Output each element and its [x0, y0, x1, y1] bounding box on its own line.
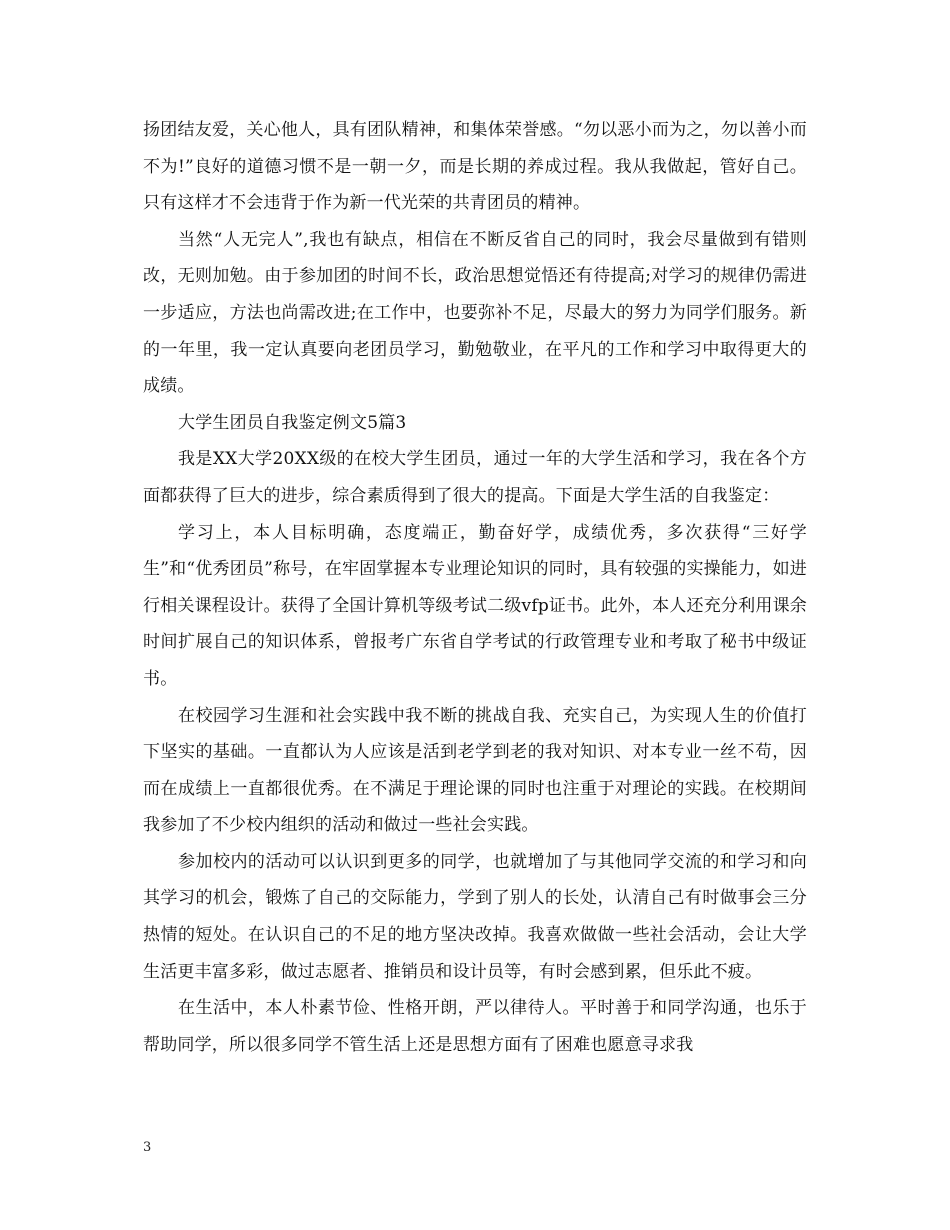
paragraph-3: 我是XX大学20XX级的在校大学生团员，通过一年的大学生活和学习，我在各个方面都获得了巨大的进步，综合素质得到了很大的提高。下面是大学生活的自我鉴定：: [143, 449, 807, 506]
paragraph-4: 学习上，本人目标明确，态度端正，勤奋好学，成绩优秀，多次获得“三好学生”和“优秀团员”称号，在牢固掌握本专业理论知识的同时，具有较强的实操能力，如进行相关课程设计。获得了全国计算机等级考试二级vfp证书。此外，本人还充分利用课余时间扩展自己的知识体系，曾报考广东省自学考试的行政管理专业和考取了秘书中级证书。: [143, 522, 807, 689]
page-number: 3: [143, 1140, 152, 1155]
section-heading: 大学生团员自我鉴定例文5篇3: [178, 412, 407, 433]
document-body: [143, 112, 807, 1063]
paragraph-2: 当然“人无完人”,我也有缺点，相信在不断反省自己的同时，我会尽量做到有错则改，无则加勉。由于参加团的时间不长，政治思想觉悟还有待提高;对学习的规律仍需进一步适应，方法也尚需改进;在工作中，也要弥补不足，尽最大的努力为同学们服务。新的一年里，我一定认真要向老团员学习，勤勉敬业，在平凡的工作和学习中取得更大的成绩。: [143, 229, 807, 397]
paragraph-5: 在校园学习生涯和社会实践中我不断的挑战自我、充实自己，为实现人生的价值打下坚实的基础。一直都认为人应该是活到老学到老的我对知识、对本专业一丝不苟，因而在成绩上一直都很优秀。在不满足于理论课的同时也注重于对理论的实践。在校期间我参加了不少校内组织的活动和做过一些社会实践。: [143, 705, 807, 836]
paragraph-7: 在生活中，本人朴素节俭、性格开朗，严以律待人。平时善于和同学沟通，也乐于帮助同学，所以很多同学不管生活上还是思想方面有了困难也愿意寻求我: [143, 998, 807, 1055]
paragraph-6: 参加校内的活动可以认识到更多的同学，也就增加了与其他同学交流的和学习和向其学习的机会，锻炼了自己的交际能力，学到了别人的长处，认清自己有时做事会三分热情的短处。在认识自己的不足的地方坚决改掉。我喜欢做做一些社会活动，会让大学生活更丰富多彩，做过志愿者、推销员和设计员等，有时会感到累，但乐此不疲。: [143, 851, 807, 982]
paragraph-1: 扬团结友爱，关心他人，具有团队精神，和集体荣誉感。“勿以恶小而为之，勿以善小而不为!”良好的道德习惯不是一朝一夕，而是长期的养成过程。我从我做起，管好自己。只有这样才不会违背于作为新一代光荣的共青团员的精神。: [143, 120, 807, 214]
